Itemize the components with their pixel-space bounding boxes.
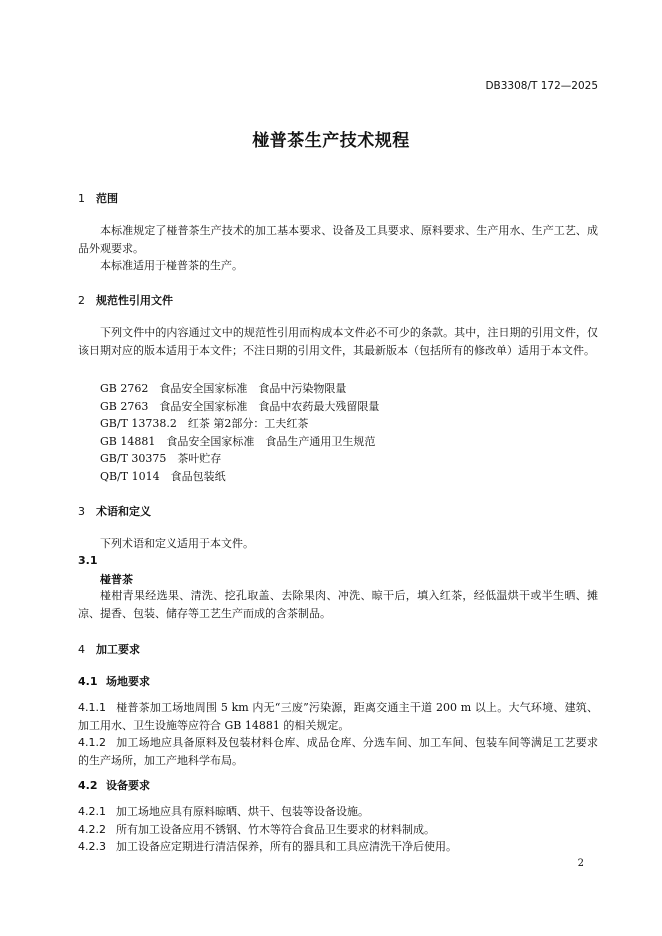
section-title: 规范性引用文件 [96,294,173,307]
clause-text: 加工场地应具备原料及包装材料仓库、成品仓库、分选车间、加工车间、包装车间等满足工艺要求的生产场所，加工产地科学布局。 [78,736,598,767]
clause-number: 4.1.2 [78,736,106,749]
clause-number: 4.1.1 [78,701,106,714]
clause-number: 4.2.2 [78,823,106,836]
reference-item: GB/T 30375 茶叶贮存 [100,452,222,465]
paragraph: 下列文件中的内容通过文中的规范性引用而构成本文件必不可少的条款。其中，注日期的引用文件，仅该日期对应的版本适用于本文件；不注日期的引用文件，其最新版本（包括所有的修改单）适用于本文件。 [78,326,598,357]
section-title: 术语和定义 [96,505,151,518]
clause-item [78,699,598,734]
reference-item: GB 14881 食品安全国家标准 食品生产通用卫生规范 [100,435,376,448]
standard-number: DB3308/T 172—2025 [485,80,598,92]
section-heading-scope [78,190,118,206]
clause-item [78,803,598,821]
subsection-title: 设备要求 [106,779,150,792]
term-number: 3.1 [78,554,98,567]
clause-item [78,838,598,856]
clause-number: 4.2.3 [78,840,106,853]
clause-item [78,821,598,839]
reference-item: GB 2762 食品安全国家标准 食品中污染物限量 [100,382,347,395]
section-heading-processing [78,641,140,657]
section-number: 3 [78,505,85,518]
section-heading-terms [78,503,151,519]
clause-number: 4.2.1 [78,805,106,818]
section-title: 范围 [96,192,118,205]
section-number: 4 [78,643,85,656]
subsection-heading-equipment [78,777,150,793]
subsection-title: 场地要求 [106,675,150,688]
term-definition: 椪柑青果经选果、清洗、挖孔取盖、去除果肉、冲洗、晾干后，填入红茶，经低温烘干或半生晒、摊凉、提香、包装、储存等工艺生产而成的含茶制品。 [78,589,598,620]
subsection-number: 4.2 [78,779,98,792]
paragraph: 本标准规定了椪普茶生产技术的加工基本要求、设备及工具要求、原料要求、生产用水、生产工艺、成品外观要求。 [78,224,598,255]
section-title: 加工要求 [96,643,140,656]
subsection-heading-site [78,673,150,689]
section-number: 1 [78,192,85,205]
clause-text: 椪普茶加工场地周围 5 km 内无“三废”污染源，距离交通主干道 200 m 以上。大气环境、建筑、加工用水、卫生设施等应符合 GB 14881 的相关规定。 [78,701,598,732]
subsection-number: 4.1 [78,675,98,688]
reference-item: GB/T 13738.2 红茶 第2部分：工夫红茶 [100,417,309,430]
page-number: 2 [577,858,584,869]
clause-text: 加工场地应具有原料晾晒、烘干、包装等设备设施。 [116,805,369,818]
reference-item: GB 2763 食品安全国家标准 食品中农药最大残留限量 [100,400,380,413]
reference-item: QB/T 1014 食品包装纸 [100,470,226,483]
clause-text: 加工设备应定期进行清洁保养，所有的器具和工具应清洗干净后使用。 [116,840,457,853]
term-name: 椪普茶 [100,573,133,586]
clause-item [78,734,598,769]
section-heading-references [78,292,173,308]
page-title: 椪普茶生产技术规程 [252,131,410,151]
paragraph: 本标准适用于椪普茶的生产。 [100,259,243,272]
paragraph: 下列术语和定义适用于本文件。 [100,537,254,550]
section-number: 2 [78,294,85,307]
clause-text: 所有加工设备应用不锈钢、竹木等符合食品卫生要求的材料制成。 [116,823,435,836]
